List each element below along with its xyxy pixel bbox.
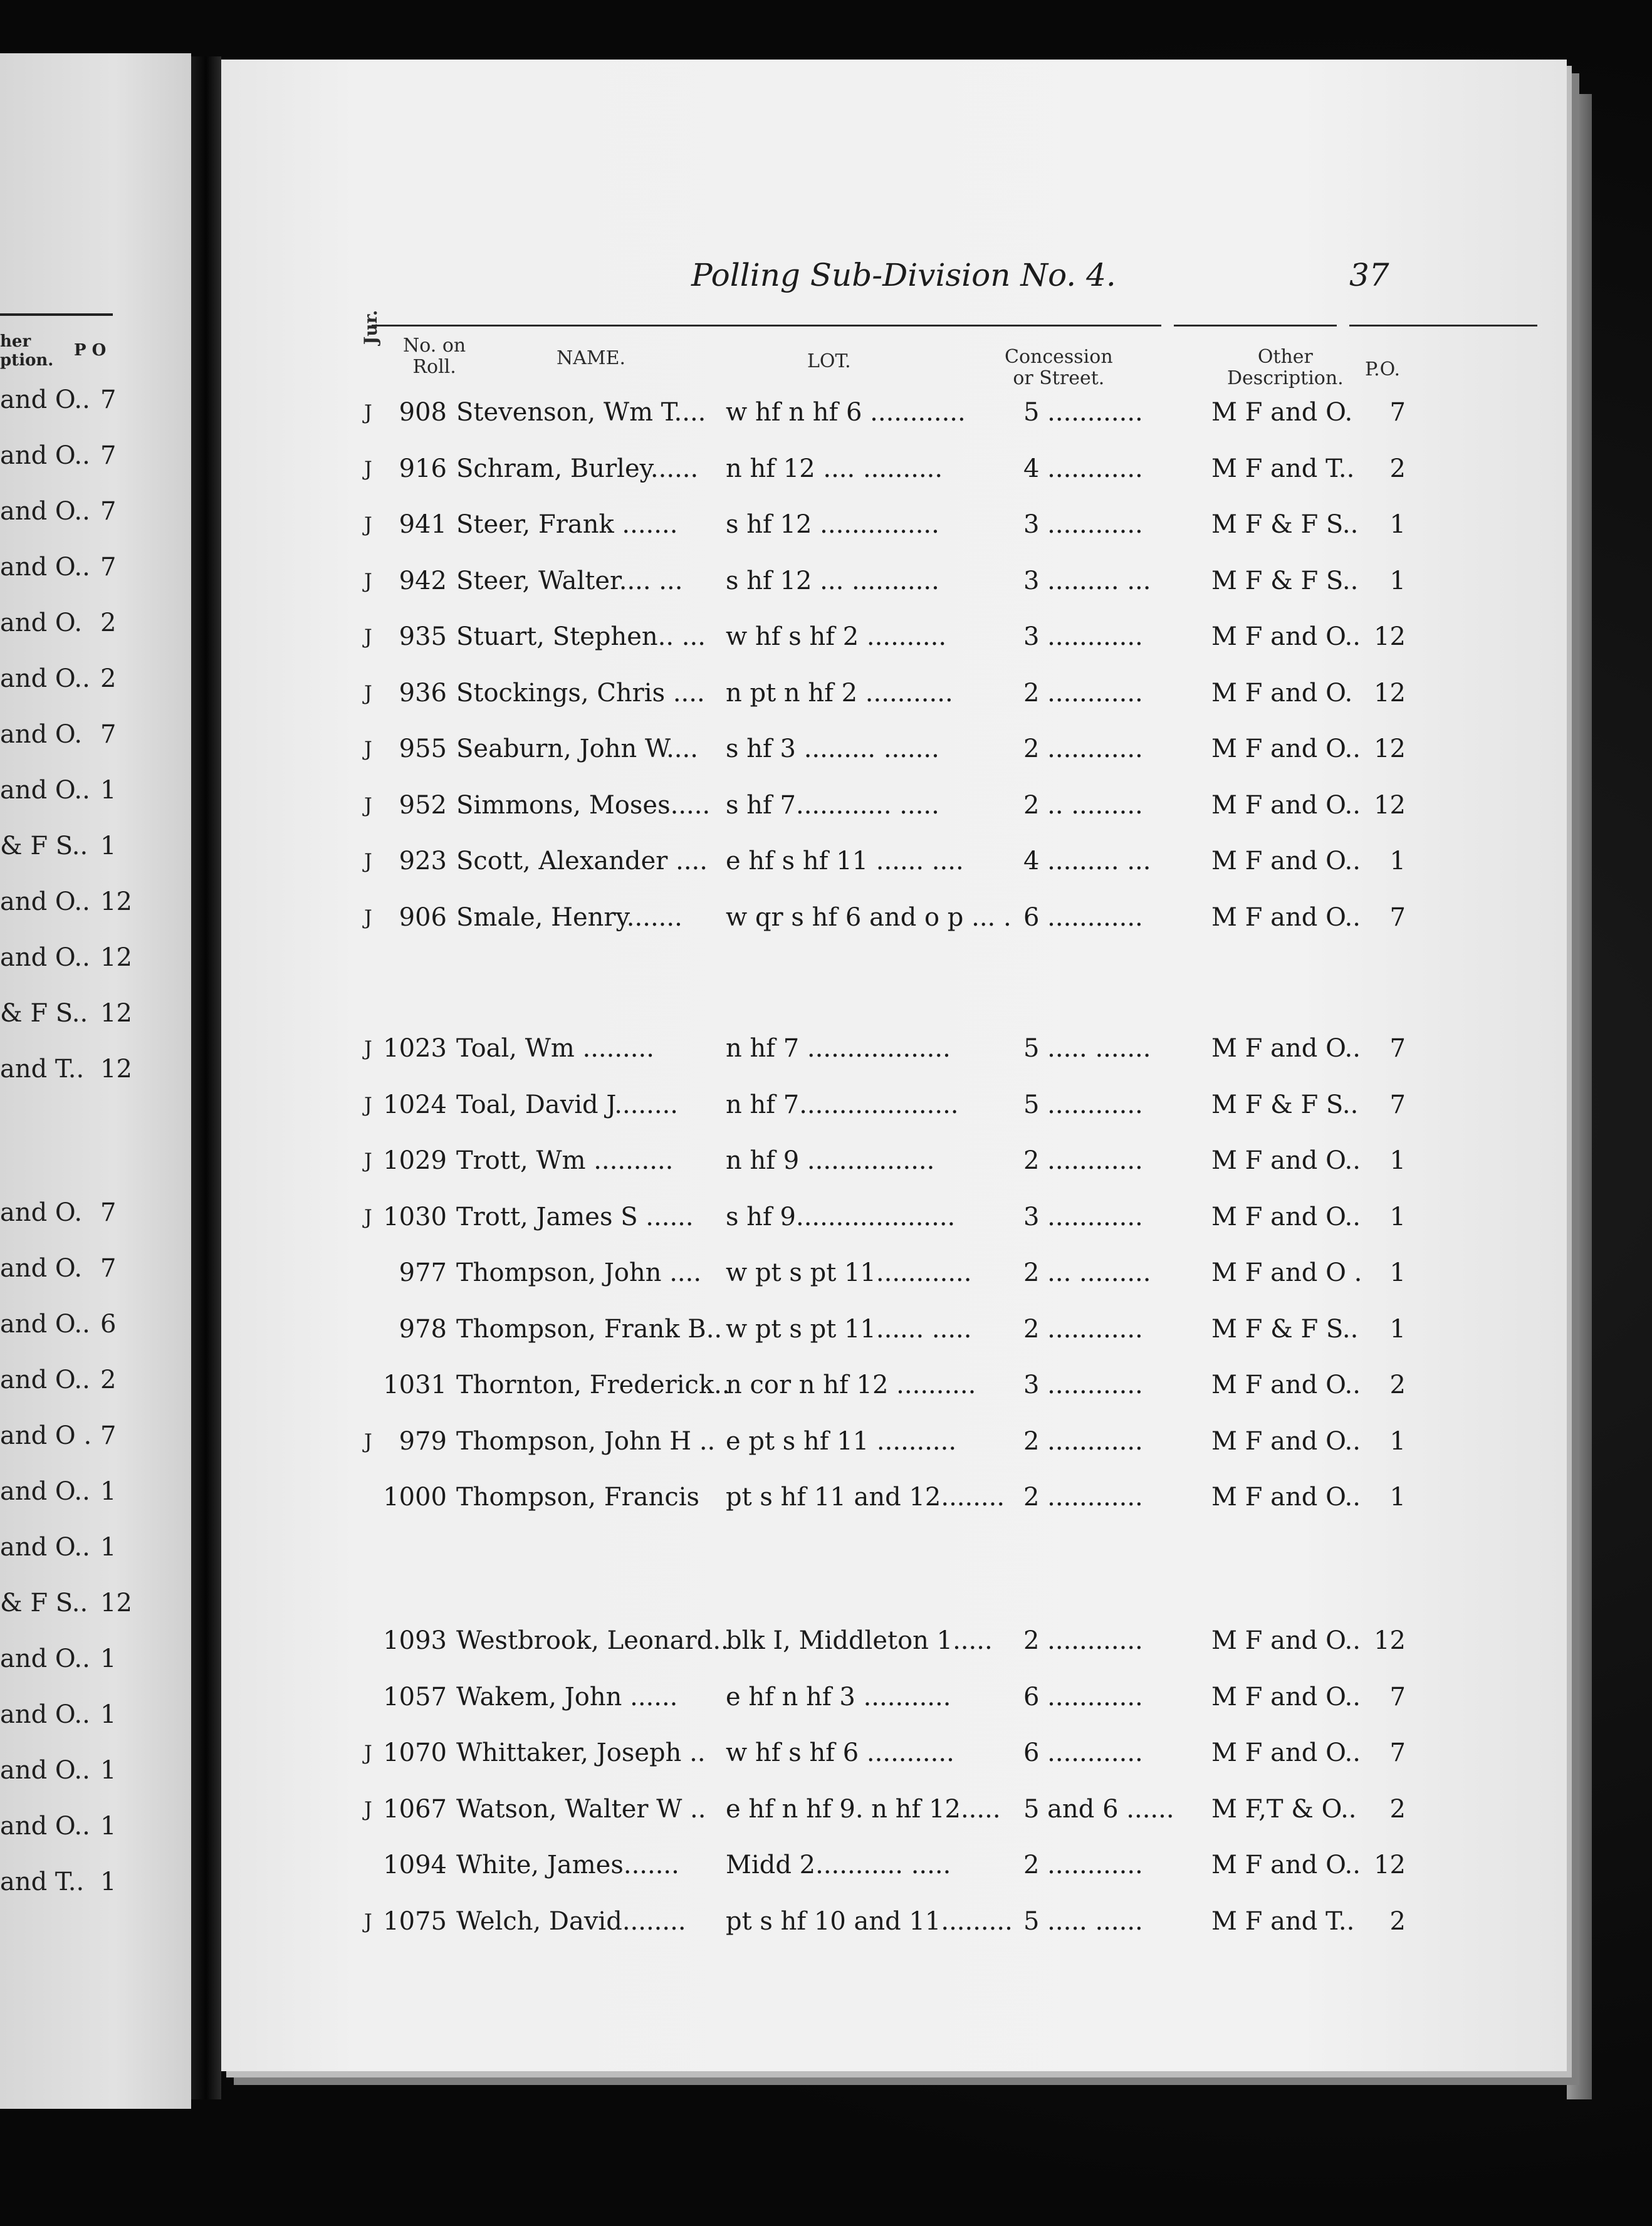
row-description: M F and O.. [1211,1202,1361,1231]
row-lot: n hf 7 .................. [726,1034,951,1063]
left-row-description: and O.. [0,1310,90,1339]
row-po: 12 [1374,1851,1406,1879]
table-row [221,1090,1567,1128]
row-lot: e hf n hf 9. n hf 12..... [726,1794,1001,1824]
column-header-other-line1: Other [1257,346,1313,368]
table-row [221,1146,1567,1184]
row-name: Thornton, Frederick.. [456,1371,730,1399]
row-roll-number: 955 [399,734,447,763]
row-description: M F and O.. [1211,1682,1361,1711]
left-row-description: and O.. [0,441,90,470]
row-po: 2 [1389,1794,1406,1824]
left-header-po: P O [74,341,107,360]
row-po: 1 [1389,1483,1406,1512]
row-po: 7 [1389,1682,1406,1711]
left-page [0,53,191,2109]
row-jur-mark: J [364,568,372,593]
row-lot: n hf 12 .... .......... [726,454,943,483]
row-po: 2 [1389,1371,1406,1399]
row-lot: w hf s hf 2 .......... [726,622,947,651]
row-po: 1 [1389,1314,1406,1344]
table-row [221,1427,1567,1465]
left-row-po: 1 [100,1868,117,1896]
row-roll-number: 979 [399,1426,447,1456]
row-concession: 5 ............ [1023,1090,1143,1119]
row-name: Smale, Henry....... [456,902,682,932]
right-page [221,60,1567,2071]
table-row [221,1258,1567,1296]
row-concession: 6 ............ [1023,1682,1143,1711]
row-description: M F and T.. [1211,454,1355,483]
row-po: 7 [1389,1034,1406,1063]
row-description: M F and O.. [1211,622,1361,651]
row-lot: w pt s pt 11............ [726,1258,972,1287]
column-header-concession [1005,347,1113,389]
row-concession: 5 ............ [1023,398,1143,427]
row-po: 1 [1389,1258,1406,1287]
column-header-lot: LOT. [807,350,851,372]
column-header-concession-line1: Concession [1005,346,1113,368]
left-row [0,609,138,640]
row-po: 12 [1374,622,1406,651]
left-row [0,1700,138,1732]
row-roll-number: 908 [399,398,447,427]
header-rule-right [1349,325,1537,327]
row-lot: n hf 7.................... [726,1090,959,1119]
row-name: Welch, David........ [456,1906,686,1936]
row-lot: w qr s hf 6 and o p ... . [726,902,1012,932]
row-description: M F & F S.. [1211,566,1359,595]
row-jur-mark: J [364,1037,372,1060]
row-roll-number: 906 [399,902,447,932]
row-jur-mark: J [364,1741,372,1765]
left-row-po: 7 [100,497,117,526]
header-rule-mid [1174,325,1337,327]
left-row-description: and O.. [0,1533,90,1562]
table-row [221,679,1567,716]
left-row [0,1644,138,1676]
table-row [221,1795,1567,1832]
row-lot: s hf 12 ... ........... [726,566,939,595]
row-roll-number: 1057 [383,1682,447,1711]
row-po: 12 [1374,678,1406,708]
left-row [0,1812,138,1843]
table-row [221,567,1567,604]
row-po: 12 [1374,1626,1406,1655]
left-row-description: and O.. [0,776,90,805]
row-concession: 3 ............ [1023,1202,1143,1231]
row-jur-mark: J [364,905,372,929]
table-row [221,1371,1567,1408]
left-row-po: 7 [100,1254,117,1283]
left-row-po: 12 [100,887,132,916]
row-jur-mark: J [364,849,372,873]
row-description: M F & F S.. [1211,510,1359,539]
row-lot: e pt s hf 11 .......... [726,1426,957,1456]
left-row [0,1477,138,1508]
left-row-po: 1 [100,776,117,805]
table-row [221,398,1567,436]
row-description: M F and O. [1211,678,1353,708]
left-row-po: 2 [100,609,117,637]
row-roll-number: 952 [399,790,447,820]
row-lot: w hf n hf 6 ............ [726,398,966,427]
row-concession: 5 ..... ....... [1023,1034,1151,1063]
table-row [221,1626,1567,1664]
left-row-po: 12 [100,943,132,972]
table-row [221,454,1567,492]
row-description: M F and O.. [1211,1034,1361,1063]
column-header-name: NAME. [557,347,626,369]
row-lot: n cor n hf 12 .......... [726,1371,976,1399]
row-name: Thompson, Frank B.. [456,1314,723,1344]
book-gutter [191,56,221,2099]
row-roll-number: 935 [399,622,447,651]
row-name: Scott, Alexander .... [456,847,708,875]
page-number: 37 [1349,257,1389,293]
left-row-description: and O.. [0,664,90,693]
row-roll-number: 1075 [383,1906,447,1936]
left-row-description: and O.. [0,1756,90,1785]
row-description: M F and O.. [1211,1851,1361,1879]
left-row-po: 7 [100,1421,117,1450]
row-po: 2 [1389,454,1406,483]
row-description: M F and O.. [1211,1626,1361,1655]
row-jur-mark: J [364,1797,372,1821]
row-lot: pt s hf 11 and 12........ [726,1483,1005,1512]
table-row [221,1738,1567,1776]
left-row-po: 2 [100,1366,117,1394]
row-name: Toal, David J........ [456,1090,679,1119]
left-row-description: and O.. [0,887,90,916]
row-name: Stevenson, Wm T.... [456,398,706,427]
row-lot: s hf 9.................... [726,1202,956,1231]
left-row-description: and O.. [0,1366,90,1394]
left-row [0,1589,138,1620]
left-row-description: and O.. [0,1644,90,1673]
left-row-description: and O.. [0,1700,90,1729]
row-name: Toal, Wm ......... [456,1034,654,1063]
row-jur-mark: J [364,793,372,817]
left-row-description: and O . [0,1421,92,1450]
left-row-description: and O.. [0,1477,90,1506]
row-jur-mark: J [364,737,372,761]
row-roll-number: 1070 [383,1738,447,1767]
row-po: 1 [1389,847,1406,875]
row-lot: s hf 3 ......... ....... [726,734,939,763]
row-name: Whittaker, Joseph .. [456,1738,706,1767]
left-row [0,497,138,528]
row-lot: pt s hf 10 and 11......... [726,1906,1013,1936]
row-lot: n pt n hf 2 ........... [726,678,953,708]
column-header-roll [403,335,466,378]
row-roll-number: 1024 [383,1090,447,1119]
row-name: Thompson, John H .. [456,1426,716,1456]
row-concession: 3 ......... ... [1023,566,1151,595]
row-concession: 5 ..... ...... [1023,1906,1143,1936]
left-row-po: 12 [100,1055,132,1084]
row-name: Thompson, John .... [456,1258,702,1287]
left-row-description: and T.. [0,1055,85,1084]
left-row-po: 1 [100,1812,117,1841]
row-name: Trott, Wm .......... [456,1146,674,1175]
table-row [221,903,1567,941]
column-header-roll-line1: No. on [403,335,466,357]
left-row [0,1366,138,1397]
left-row [0,553,138,584]
left-row [0,999,138,1030]
row-lot: e hf s hf 11 ...... .... [726,847,964,875]
row-description: M F & F S.. [1211,1090,1359,1119]
left-row-po: 12 [100,1589,132,1617]
row-concession: 2 .. ......... [1023,790,1143,820]
header-rule-left [372,325,1161,327]
row-po: 7 [1389,902,1406,932]
row-lot: w hf s hf 6 ........... [726,1738,954,1767]
row-concession: 3 ............ [1023,510,1143,539]
table-row [221,1315,1567,1352]
row-name: Simmons, Moses..... [456,790,711,820]
row-lot: n hf 9 ................ [726,1146,935,1175]
left-row [0,1055,138,1086]
row-jur-mark: J [364,1204,372,1229]
row-po: 7 [1389,1738,1406,1767]
left-row-description: & F S.. [0,999,88,1028]
table-row [221,622,1567,660]
row-lot: s hf 12 ............... [726,510,939,539]
table-row [221,1907,1567,1945]
left-row [0,1868,138,1899]
row-concession: 2 ............ [1023,678,1143,708]
left-row-description: and T.. [0,1868,85,1896]
row-concession: 2 ............ [1023,1314,1143,1344]
column-header-other-line2: Description. [1227,367,1344,389]
left-row [0,943,138,975]
row-po: 1 [1389,510,1406,539]
row-po: 1 [1389,1146,1406,1175]
row-po: 1 [1389,566,1406,595]
row-name: Steer, Walter.... ... [456,566,683,595]
left-row-po: 2 [100,664,117,693]
left-row-po: 1 [100,1533,117,1562]
left-row [0,664,138,696]
row-description: M F and O.. [1211,1371,1361,1399]
left-row-description: and O. [0,1254,83,1283]
row-concession: 2 ............ [1023,1483,1143,1512]
row-name: Westbrook, Leonard.. [456,1626,729,1655]
row-concession: 3 ............ [1023,1371,1143,1399]
row-roll-number: 977 [399,1258,447,1287]
table-row [221,734,1567,772]
row-name: Trott, James S ...... [456,1202,694,1231]
left-row [0,1198,138,1230]
left-row [0,1254,138,1285]
row-lot: blk I, Middleton 1..... [726,1626,993,1655]
row-description: M F and O.. [1211,1426,1361,1456]
row-description: M F and O . [1211,1258,1362,1287]
row-roll-number: 1067 [383,1794,447,1824]
left-header-rule [0,313,113,316]
row-concession: 2 ............ [1023,1146,1143,1175]
row-description: M F and O.. [1211,734,1361,763]
row-roll-number: 941 [399,510,447,539]
row-concession: 2 ............ [1023,1426,1143,1456]
row-lot: s hf 7............ ..... [726,790,939,820]
left-row [0,1310,138,1341]
left-row [0,887,138,919]
left-row [0,1533,138,1564]
row-concession: 5 and 6 ...... [1023,1794,1174,1824]
row-concession: 2 ............ [1023,1626,1143,1655]
left-row-description: and O.. [0,553,90,582]
row-jur-mark: J [364,456,372,481]
row-roll-number: 1031 [383,1371,447,1399]
left-row [0,1756,138,1787]
left-header-description: ption. [0,351,54,370]
left-row-description: and O. [0,1198,83,1227]
row-concession: 2 ... ......... [1023,1258,1151,1287]
left-row [0,776,138,807]
row-concession: 6 ............ [1023,902,1143,932]
row-jur-mark: J [364,1092,372,1117]
row-name: White, James....... [456,1851,679,1879]
left-row-description: and O.. [0,943,90,972]
left-row-po: 7 [100,385,117,414]
row-name: Steer, Frank ....... [456,510,678,539]
left-row-po: 7 [100,553,117,582]
column-header-po: P.O. [1365,358,1401,380]
table-row [221,1483,1567,1520]
row-po: 7 [1389,398,1406,427]
row-description: M F and O.. [1211,790,1361,820]
row-concession: 4 ............ [1023,454,1143,483]
table-row [221,847,1567,884]
left-row-description: and O.. [0,385,90,414]
left-row-po: 7 [100,1198,117,1227]
row-description: M F and T.. [1211,1906,1355,1936]
row-jur-mark: J [364,1149,372,1173]
left-row [0,441,138,473]
left-row-po: 1 [100,832,117,860]
left-row-po: 12 [100,999,132,1028]
left-column-header [0,332,138,382]
column-header-concession-line2: or Street. [1013,367,1105,389]
left-row-po: 1 [100,1477,117,1506]
left-row-po: 1 [100,1700,117,1729]
table-row [221,1203,1567,1240]
row-jur-mark: J [364,513,372,536]
left-row-po: 7 [100,441,117,470]
row-roll-number: 923 [399,847,447,875]
row-lot: w pt s pt 11...... ..... [726,1314,972,1344]
row-name: Wakem, John ...... [456,1682,678,1711]
row-roll-number: 916 [399,454,447,483]
row-name: Schram, Burley...... [456,454,699,483]
row-name: Stockings, Chris .... [456,678,705,708]
left-row-po: 6 [100,1310,117,1339]
row-roll-number: 942 [399,566,447,595]
row-description: M F,T & O.. [1211,1794,1357,1824]
row-description: M F and O.. [1211,1483,1361,1512]
row-jur-mark: J [364,400,372,424]
row-po: 1 [1389,1202,1406,1231]
left-row-po: 7 [100,720,117,749]
table-row [221,791,1567,828]
row-roll-number: 1029 [383,1146,447,1175]
row-concession: 6 ............ [1023,1738,1143,1767]
table-row [221,1034,1567,1072]
row-concession: 4 ......... ... [1023,847,1151,875]
row-lot: e hf n hf 3 ........... [726,1682,951,1711]
row-po: 1 [1389,1426,1406,1456]
row-concession: 3 ............ [1023,622,1143,651]
left-row [0,720,138,751]
row-roll-number: 1093 [383,1626,447,1655]
left-row-description: and O.. [0,1812,90,1841]
row-roll-number: 936 [399,678,447,708]
left-row-description: & F S.. [0,1589,88,1617]
row-name: Stuart, Stephen.. ... [456,622,706,651]
running-head: Polling Sub-Division No. 4. [691,257,1116,293]
left-row [0,1421,138,1453]
column-header-other [1227,347,1344,389]
row-roll-number: 978 [399,1314,447,1344]
row-concession: 2 ............ [1023,1851,1143,1879]
page-edge [1567,94,1592,2099]
row-description: M F and O.. [1211,1146,1361,1175]
left-row-description: & F S.. [0,832,88,860]
row-description: M F & F S.. [1211,1314,1359,1344]
row-jur-mark: J [364,1909,372,1933]
row-description: M F and O. [1211,398,1353,427]
row-jur-mark: J [364,1429,372,1453]
row-description: M F and O.. [1211,902,1361,932]
row-po: 12 [1374,734,1406,763]
left-header-other: her [0,332,31,351]
row-roll-number: 1000 [383,1483,447,1512]
row-roll-number: 1023 [383,1034,447,1063]
row-name: Seaburn, John W.... [456,734,698,763]
left-row-description: and O. [0,609,83,637]
left-row-po: 1 [100,1756,117,1785]
left-row [0,832,138,863]
row-roll-number: 1094 [383,1851,447,1879]
table-row [221,510,1567,548]
row-name: Thompson, Francis [456,1483,700,1512]
row-name: Watson, Walter W .. [456,1794,706,1824]
left-row-description: and O. [0,720,83,749]
row-roll-number: 1030 [383,1202,447,1231]
left-row-po: 1 [100,1644,117,1673]
left-row [0,385,138,417]
column-header-jur: Jur. [360,310,381,345]
row-po: 7 [1389,1090,1406,1119]
row-po: 2 [1389,1906,1406,1936]
table-row [221,1683,1567,1720]
row-concession: 2 ............ [1023,734,1143,763]
table-row [221,1851,1567,1888]
column-header-roll-line2: Roll. [412,356,456,378]
row-jur-mark: J [364,681,372,705]
row-lot: Midd 2........... ..... [726,1851,951,1879]
row-po: 12 [1374,790,1406,820]
left-row-description: and O.. [0,497,90,526]
row-description: M F and O.. [1211,1738,1361,1767]
row-jur-mark: J [364,625,372,649]
row-description: M F and O.. [1211,847,1361,875]
